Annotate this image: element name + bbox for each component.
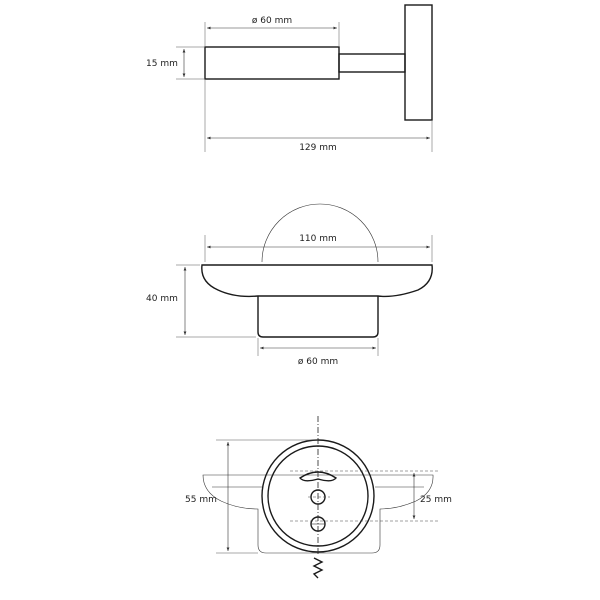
dish-tray <box>202 265 432 296</box>
front-width-label: 110 mm <box>299 234 337 244</box>
screw-icon <box>314 558 322 578</box>
side-view <box>146 5 432 153</box>
holder-bar <box>205 47 339 79</box>
front-base-diameter-label: ø 60 mm <box>297 357 339 367</box>
side-diameter-label: ø 60 mm <box>251 16 293 26</box>
wall-plate <box>405 5 432 120</box>
back-height-label: 55 mm <box>185 495 217 505</box>
side-height-label: 15 mm <box>146 59 178 69</box>
back-view <box>185 416 452 578</box>
holder-connector <box>339 54 405 72</box>
front-view <box>146 204 432 367</box>
back-hole-spacing-label: 25 mm <box>420 495 452 505</box>
side-length-label: 129 mm <box>299 143 337 153</box>
front-height-label: 40 mm <box>146 294 178 304</box>
dish-arc <box>262 204 378 262</box>
dish-base <box>258 296 378 337</box>
